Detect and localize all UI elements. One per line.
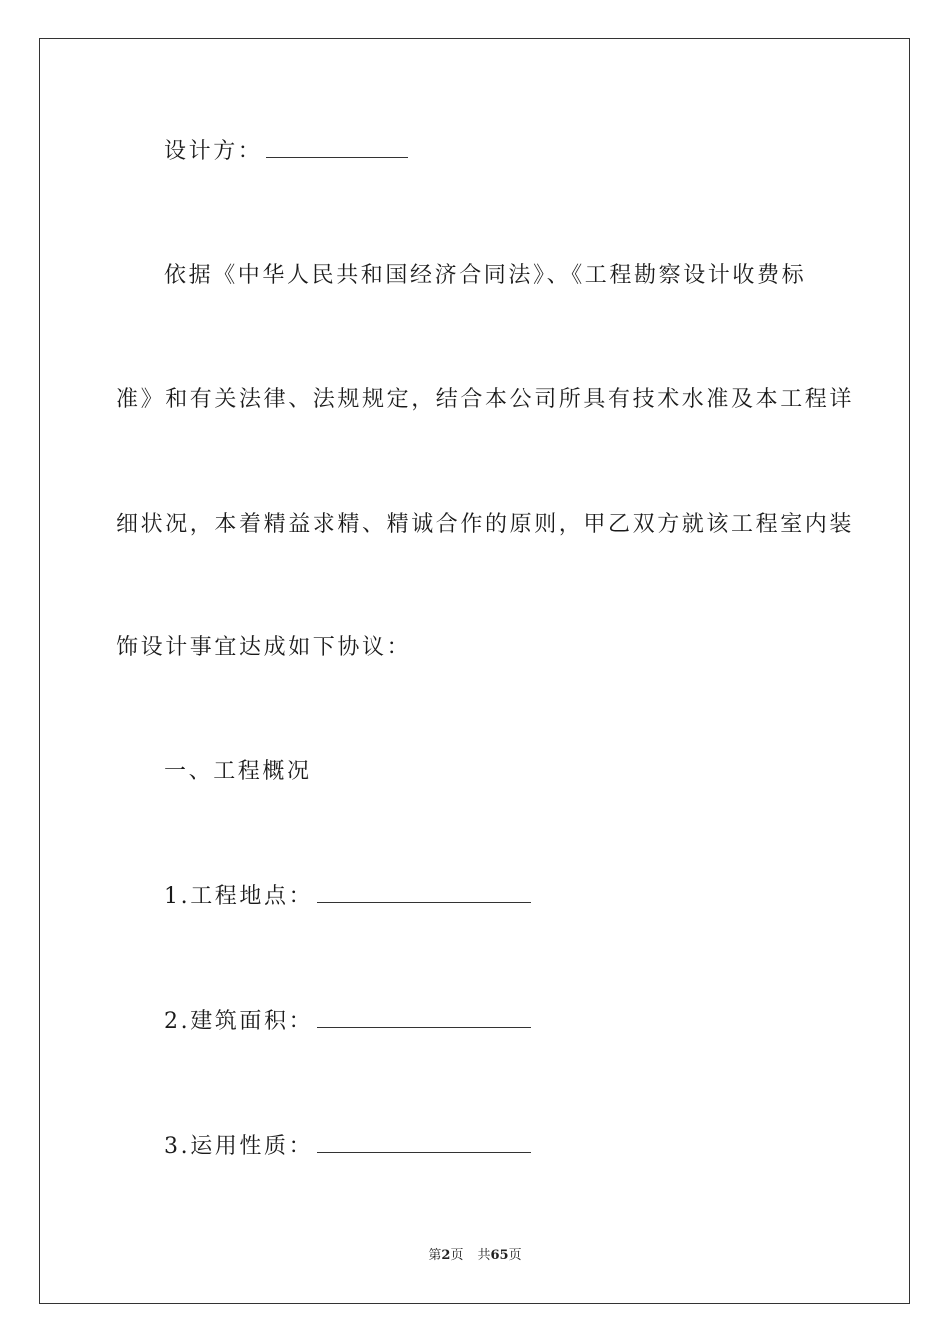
designer-label: 设计方： <box>164 139 263 164</box>
designer-blank[interactable] <box>266 139 408 158</box>
paragraph-line-2: 准》和有关法律、法规规定，结合本公司所具有技术水准及本工程详 <box>116 387 855 412</box>
total-prefix: 共 <box>477 1248 491 1263</box>
field-area-label: 2.建筑面积： <box>164 1009 314 1034</box>
page-current: 2 <box>441 1248 451 1263</box>
field-location-blank[interactable] <box>317 884 531 903</box>
field-location <box>0 882 950 912</box>
section-heading: 一、工程概况 <box>164 759 312 784</box>
field-usage <box>0 1132 950 1162</box>
page-suffix: 页 <box>450 1248 464 1263</box>
paragraph-line-4: 饰设计事宜达成如下协议： <box>116 635 412 660</box>
page-border <box>39 38 910 1304</box>
page-total: 65 <box>490 1248 509 1263</box>
page-prefix: 第 <box>428 1248 442 1263</box>
total-suffix: 页 <box>508 1248 522 1263</box>
field-location-label: 1.工程地点： <box>164 884 314 909</box>
paragraph-line-3: 细状况，本着精益求精、精诚合作的原则，甲乙双方就该工程室内装 <box>116 512 855 537</box>
field-usage-label: 3.运用性质： <box>164 1134 314 1159</box>
field-area <box>0 1007 950 1037</box>
paragraph-line-1: 依据《中华人民共和国经济合同法》、《工程勘察设计收费标 <box>164 263 807 288</box>
page-footer <box>0 1246 950 1266</box>
designer-line <box>0 137 950 167</box>
field-area-blank[interactable] <box>317 1009 531 1028</box>
field-usage-blank[interactable] <box>317 1134 531 1153</box>
